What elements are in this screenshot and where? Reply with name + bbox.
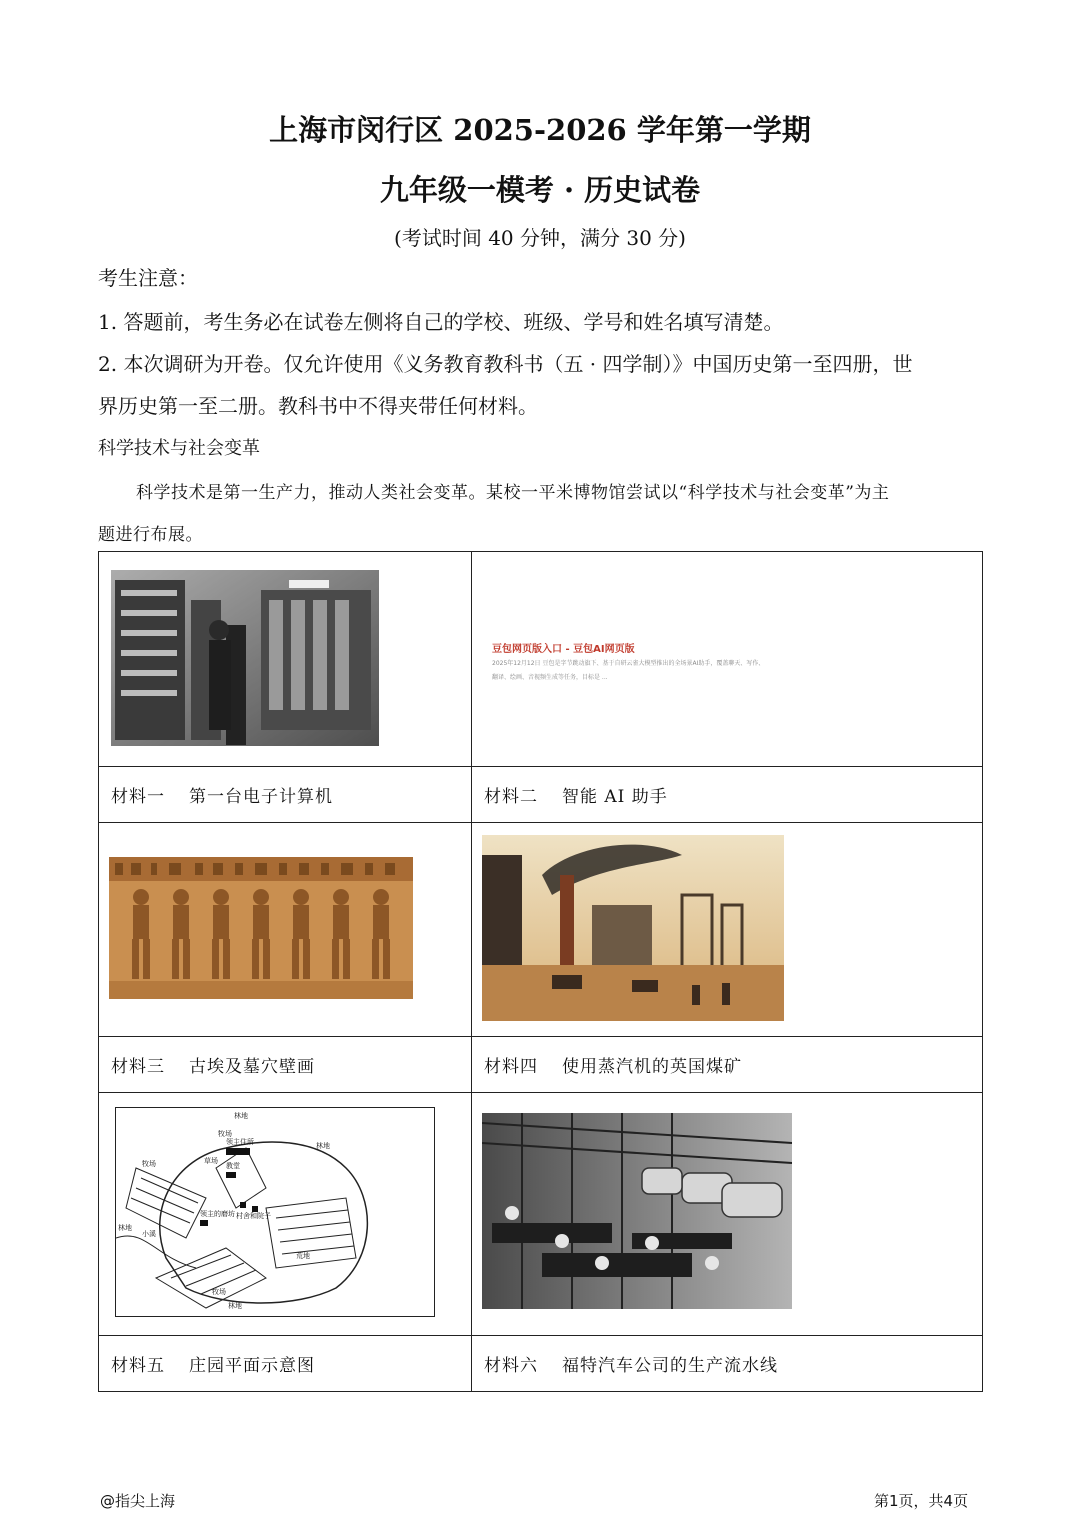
material-6-image-cell: [472, 1093, 983, 1336]
map-label: 草场: [204, 1157, 218, 1165]
material-4-image-cell: [472, 823, 983, 1037]
material-5-caption: 材料五 庄园平面示意图: [99, 1336, 472, 1392]
material-1-caption: 材料一 第一台电子计算机: [99, 767, 472, 823]
map-label: 领主的磨坊: [200, 1210, 235, 1218]
map-label: 林地: [316, 1142, 330, 1150]
snippet-desc-line-2: 翻译、绘画、音视频生成等任务，目标是 ...: [492, 674, 608, 681]
map-label: 林地: [234, 1112, 248, 1120]
search-result-icon: [492, 640, 832, 683]
map-label: 荒地: [296, 1252, 310, 1260]
map-label: 牧场: [218, 1130, 232, 1138]
assembly-line-photo-icon: [482, 1113, 792, 1309]
materials-table: [98, 551, 983, 1392]
section-intro-line-2: 题进行布展。: [98, 525, 203, 545]
material-2-caption: 材料二 智能 AI 助手: [472, 767, 983, 823]
map-label: 牧场: [142, 1160, 156, 1168]
snippet-desc-line-1: 2025年12月12日 豆包是字节跳动旗下、基于自研云雀大模型推出的全场景AI助手，覆盖聊天、写作、: [492, 660, 765, 667]
page-number: 第1页，共4页: [874, 1492, 969, 1510]
exam-subject-title: 九年级一模考 · 历史试卷: [379, 173, 701, 207]
exam-title: 上海市闵行区 2025-2026 学年第一学期: [269, 113, 811, 147]
map-label: 小溪: [142, 1230, 156, 1238]
section-title: 科学技术与社会变革: [98, 438, 260, 459]
notice-item-2-line-2: 界历史第一至二册。教科书中不得夹带任何材料。: [98, 394, 538, 418]
material-6-caption: 材料六 福特汽车公司的生产流水线: [472, 1336, 983, 1392]
map-label: 领主住所: [226, 1138, 254, 1146]
map-label: 牧场: [212, 1288, 226, 1296]
snippet-title: 豆包网页版入口 - 豆包AI网页版: [492, 644, 635, 655]
footer-source: @指尖上海: [100, 1492, 176, 1510]
map-label: 教堂: [226, 1162, 240, 1170]
notice-heading: 考生注意：: [98, 266, 198, 290]
material-5-image-cell: [99, 1093, 472, 1336]
map-label: 村舍和院子: [236, 1212, 271, 1220]
material-4-caption: 材料四 使用蒸汽机的英国煤矿: [472, 1037, 983, 1093]
exam-duration: (考试时间 40 分钟，满分 30 分): [394, 226, 686, 250]
notice-item-1: 1. 答题前，考生务必在试卷左侧将自己的学校、班级、学号和姓名填写清楚。: [98, 310, 784, 334]
map-label: 林地: [228, 1302, 242, 1310]
section-intro-line-1: 科学技术是第一生产力，推动人类社会变革。某校一平米博物馆尝试以“科学技术与社会变革”为主: [136, 483, 890, 503]
eniac-photo-icon: [111, 570, 379, 746]
material-2-image-cell: [472, 552, 983, 767]
manor-map-icon: [115, 1107, 435, 1317]
material-3-image-cell: [99, 823, 472, 1037]
map-label: 林地: [118, 1224, 132, 1232]
material-3-caption: 材料三 古埃及墓穴壁画: [99, 1037, 472, 1093]
material-1-image-cell: [99, 552, 472, 767]
notice-item-2-line-1: 2. 本次调研为开卷。仅允许使用《义务教育教科书（五 · 四学制）》中国历史第一至四册，世: [98, 352, 913, 376]
coal-mine-painting-icon: [482, 835, 784, 1021]
egyptian-mural-icon: [109, 857, 413, 999]
